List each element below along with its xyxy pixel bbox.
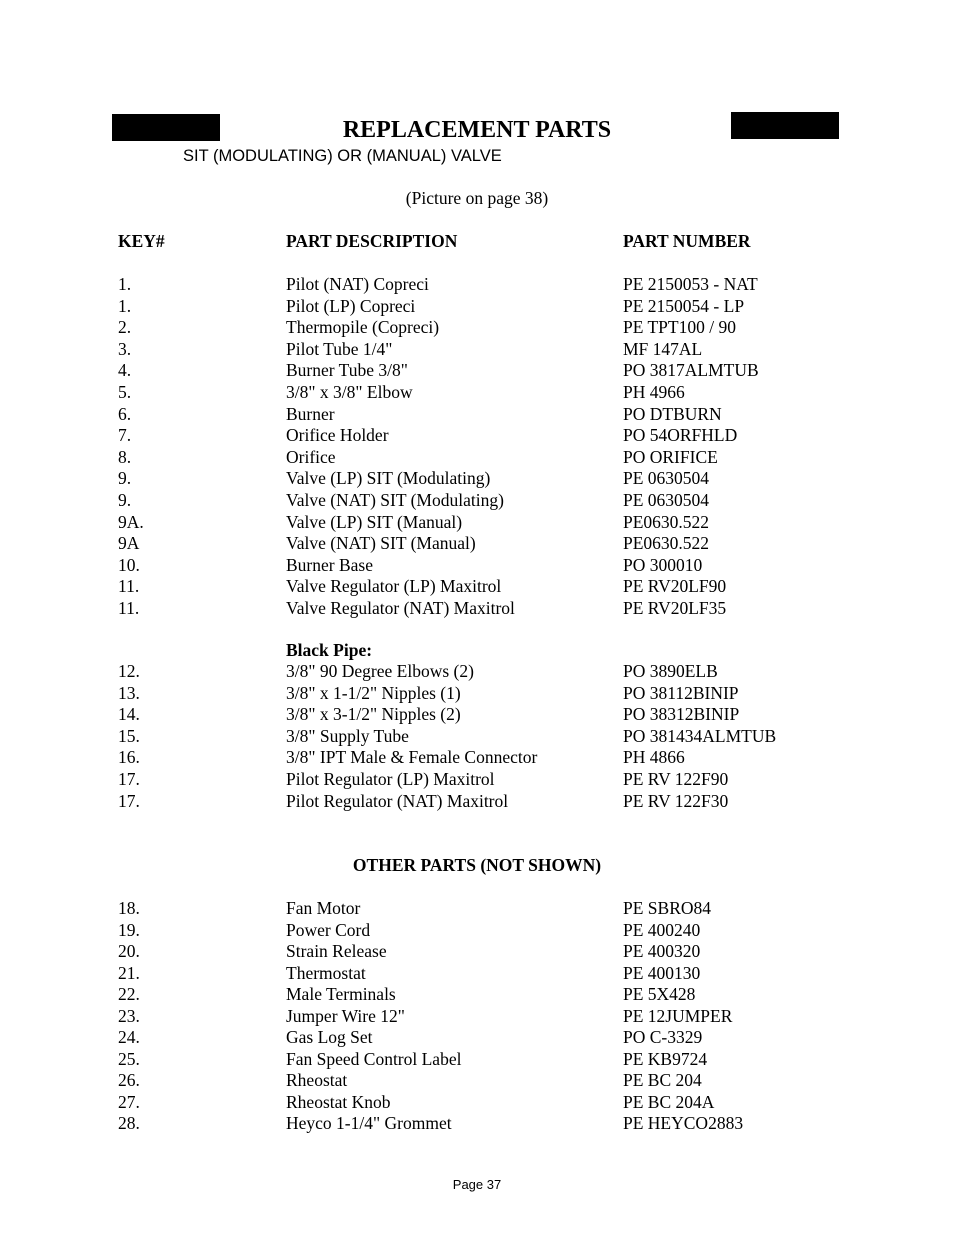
part-description: Power Cord <box>286 919 371 940</box>
part-number: PH 4866 <box>623 747 685 768</box>
part-key: 10. <box>118 554 140 575</box>
other-parts-heading: OTHER PARTS (NOT SHOWN) <box>352 855 602 875</box>
part-key: 22. <box>118 984 140 1004</box>
table-row <box>0 1091 954 1113</box>
part-number: PE 0630504 <box>623 490 710 510</box>
table-row <box>0 682 954 704</box>
part-key: 21. <box>118 962 140 983</box>
part-number: PO 381434ALMTUB <box>623 725 777 746</box>
part-number: PO DTBURN <box>623 403 722 424</box>
part-number: PE0630.522 <box>623 511 710 532</box>
part-number: PE 12JUMPER <box>623 1005 733 1026</box>
table-row <box>0 511 954 533</box>
table-row <box>0 746 954 768</box>
part-number: PE 5X428 <box>623 984 696 1004</box>
part-description: Rheostat <box>286 1070 348 1090</box>
part-description: Orifice Holder <box>286 425 389 446</box>
part-description: Burner Base <box>286 554 373 575</box>
part-key: 1. <box>118 295 132 316</box>
part-description: Thermopile (Copreci) <box>286 317 440 338</box>
part-number: MF 147AL <box>623 338 703 359</box>
part-description: 3/8" IPT Male & Female Connector <box>286 747 538 768</box>
part-number: PE HEYCO2883 <box>623 1113 744 1133</box>
part-description: Valve (LP) SIT (Modulating) <box>286 468 491 489</box>
table-row <box>0 1069 954 1091</box>
part-number: PH 4966 <box>623 382 685 402</box>
part-number: PO C-3329 <box>623 1027 703 1047</box>
part-key: 9A <box>118 533 140 554</box>
part-key: 5. <box>118 382 132 402</box>
header-key: KEY# <box>118 231 165 251</box>
part-number: PE RV 122F30 <box>623 790 729 811</box>
part-key: 24. <box>118 1027 140 1047</box>
black-pipe-heading-row <box>0 639 954 661</box>
picture-note: (Picture on page 38) <box>405 188 549 208</box>
table-row <box>0 962 954 984</box>
part-number: PE 2150054 - LP <box>623 295 745 316</box>
table-row <box>0 554 954 576</box>
part-key: 9. <box>118 468 132 489</box>
table-row <box>0 597 954 619</box>
table-row <box>0 467 954 489</box>
table-row <box>0 790 954 812</box>
part-key: 16. <box>118 747 140 768</box>
table-row <box>0 359 954 381</box>
part-number: PE0630.522 <box>623 533 710 554</box>
part-description: Strain Release <box>286 941 387 961</box>
part-key: 13. <box>118 682 140 703</box>
table-row <box>0 983 954 1005</box>
part-description: Valve (LP) SIT (Manual) <box>286 511 463 532</box>
part-description: 3/8" Supply Tube <box>286 725 409 746</box>
table-row <box>0 295 954 317</box>
part-number: PO 38112BINIP <box>623 682 739 703</box>
table-row <box>0 897 954 919</box>
part-description: Jumper Wire 12" <box>286 1005 405 1026</box>
part-key: 17. <box>118 790 140 811</box>
table-row <box>0 575 954 597</box>
part-description: Burner <box>286 403 335 424</box>
part-number: PE 400130 <box>623 962 701 983</box>
table-row <box>0 338 954 360</box>
part-description: Burner Tube 3/8" <box>286 360 408 381</box>
part-description: 3/8" x 3-1/2" Nipples (2) <box>286 704 461 725</box>
part-number: PE BC 204A <box>623 1091 715 1112</box>
part-key: 28. <box>118 1113 140 1133</box>
table-row <box>0 316 954 338</box>
table-row <box>0 489 954 511</box>
part-key: 27. <box>118 1091 140 1112</box>
part-key: 6. <box>118 403 132 424</box>
part-number: PE RV20LF35 <box>623 598 727 618</box>
part-description: Gas Log Set <box>286 1027 373 1047</box>
part-key: 11. <box>118 598 140 618</box>
part-key: 20. <box>118 941 140 961</box>
table-row <box>0 1048 954 1070</box>
table-row <box>0 446 954 468</box>
part-key: 25. <box>118 1048 140 1069</box>
table-row <box>0 940 954 962</box>
part-description: 3/8" x 1-1/2" Nipples (1) <box>286 682 461 703</box>
part-number: PE 400240 <box>623 919 701 940</box>
part-number: PO 3890ELB <box>623 661 718 681</box>
part-description: 3/8" x 3/8" Elbow <box>286 382 413 402</box>
part-key: 7. <box>118 425 132 446</box>
table-row <box>0 532 954 554</box>
table-row <box>0 424 954 446</box>
part-description: Fan Speed Control Label <box>286 1048 462 1069</box>
part-number: PE RV 122F90 <box>623 769 729 789</box>
table-row <box>0 381 954 403</box>
part-description: Heyco 1-1/4" Grommet <box>286 1113 452 1133</box>
part-description: Valve (NAT) SIT (Modulating) <box>286 490 504 510</box>
header-description: PART DESCRIPTION <box>286 231 458 251</box>
part-number: PE BC 204 <box>623 1070 702 1090</box>
page-title: REPLACEMENT PARTS <box>342 117 612 143</box>
part-number: PO 54ORFHLD <box>623 425 738 446</box>
part-description: Valve Regulator (NAT) Maxitrol <box>286 598 515 618</box>
part-key: 8. <box>118 446 132 467</box>
header-part-number: PART NUMBER <box>623 231 751 251</box>
part-number: PE TPT100 / 90 <box>623 317 736 338</box>
part-description: Thermostat <box>286 962 366 983</box>
part-number: PE 0630504 <box>623 468 710 489</box>
part-key: 1. <box>118 274 132 294</box>
part-key: 14. <box>118 704 140 725</box>
part-key: 9. <box>118 490 132 510</box>
part-key: 18. <box>118 898 140 918</box>
part-key: 19. <box>118 919 140 940</box>
table-row <box>0 403 954 425</box>
part-number: PE 2150053 - NAT <box>623 274 758 294</box>
part-description: Pilot Tube 1/4" <box>286 338 393 359</box>
part-description: Orifice <box>286 446 336 467</box>
part-number: PO 3817ALMTUB <box>623 360 759 381</box>
table-row <box>0 919 954 941</box>
table-header <box>0 230 954 252</box>
part-number: PO 300010 <box>623 554 703 575</box>
part-key: 3. <box>118 338 132 359</box>
part-key: 12. <box>118 661 140 681</box>
page-subtitle: SIT (MODULATING) OR (MANUAL) VALVE <box>183 147 502 165</box>
table-row <box>0 273 954 295</box>
table-row <box>0 1112 954 1134</box>
part-key: 9A. <box>118 511 144 532</box>
part-key: 11. <box>118 576 140 597</box>
table-row <box>0 725 954 747</box>
part-number: PE 400320 <box>623 941 701 961</box>
part-description: Pilot (LP) Copreci <box>286 295 416 316</box>
table-row <box>0 768 954 790</box>
part-key: 4. <box>118 360 132 381</box>
part-description: Valve (NAT) SIT (Manual) <box>286 533 476 554</box>
table-row <box>0 1026 954 1048</box>
part-number: PE KB9724 <box>623 1048 708 1069</box>
part-description: Valve Regulator (LP) Maxitrol <box>286 576 502 597</box>
part-description: Rheostat Knob <box>286 1091 391 1112</box>
part-number: PO ORIFICE <box>623 446 718 467</box>
part-description: Pilot Regulator (LP) Maxitrol <box>286 769 495 789</box>
part-description: Pilot Regulator (NAT) Maxitrol <box>286 790 509 811</box>
black-pipe-heading: Black Pipe: <box>286 640 373 660</box>
part-description: 3/8" 90 Degree Elbows (2) <box>286 661 474 681</box>
table-row <box>0 660 954 682</box>
page-number: Page 37 <box>452 1177 502 1192</box>
part-key: 23. <box>118 1005 140 1026</box>
part-number: PE SBRO84 <box>623 898 712 918</box>
part-description: Fan Motor <box>286 898 361 918</box>
part-description: Male Terminals <box>286 984 396 1004</box>
table-row <box>0 703 954 725</box>
part-number: PO 38312BINIP <box>623 704 740 725</box>
part-key: 26. <box>118 1070 140 1090</box>
part-key: 2. <box>118 317 132 338</box>
part-number: PE RV20LF90 <box>623 576 727 597</box>
part-description: Pilot (NAT) Copreci <box>286 274 429 294</box>
part-key: 17. <box>118 769 140 789</box>
table-row <box>0 1005 954 1027</box>
part-key: 15. <box>118 725 140 746</box>
